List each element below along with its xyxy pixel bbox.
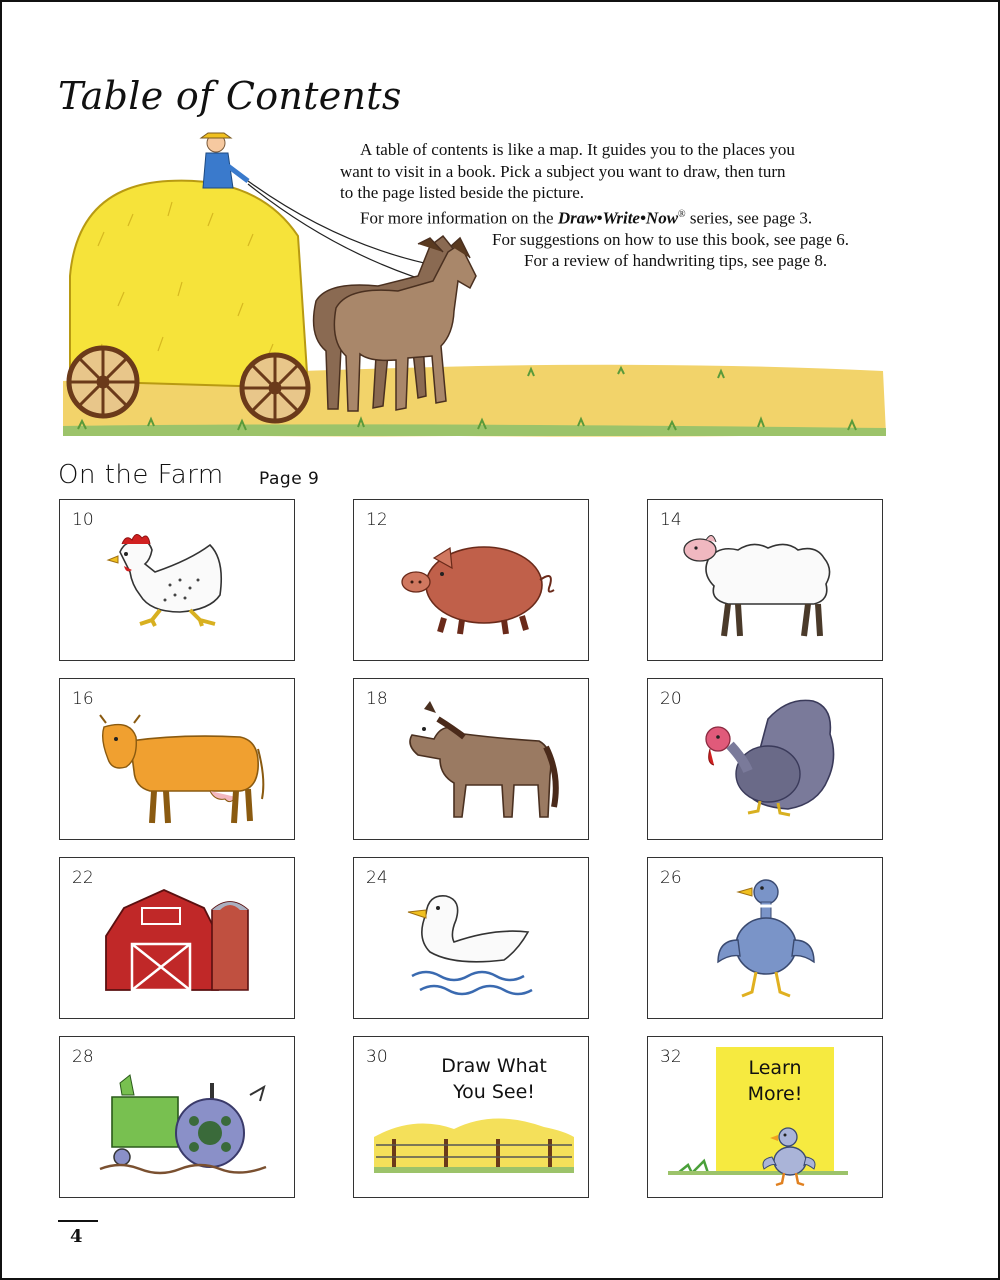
contents-grid (59, 499, 883, 1199)
card-page-number: 22 (72, 868, 94, 888)
duck-icon (354, 858, 590, 1020)
caption-line: Learn (748, 1057, 802, 1079)
fence-hills-icon (354, 1037, 590, 1199)
intro-line-series (330, 204, 900, 229)
tractor-icon (60, 1037, 296, 1199)
turkey-icon (648, 679, 884, 841)
contents-card-tractor[interactable] (59, 1036, 295, 1198)
page-title: Table of Contents (58, 74, 402, 118)
section-page-label: Page 9 (259, 469, 320, 489)
card-page-number: 26 (660, 868, 682, 888)
registered-mark: ® (678, 208, 686, 220)
cow-icon (60, 679, 296, 841)
contents-card-learn-more[interactable] (647, 1036, 883, 1198)
contents-card-goose[interactable] (647, 857, 883, 1019)
footer-rule (58, 1220, 98, 1222)
intro-line: A table of contents is like a map. It guides you to the places you (360, 140, 795, 159)
contents-card-horse[interactable] (353, 678, 589, 840)
card-page-number: 16 (72, 689, 94, 709)
intro-series-post: series, see page 3. (685, 208, 813, 228)
card-caption (718, 1055, 832, 1107)
card-page-number: 14 (660, 510, 682, 530)
contents-card-hen[interactable] (59, 499, 295, 661)
card-page-number: 24 (366, 868, 388, 888)
caption-line: Draw What (441, 1055, 547, 1077)
caption-line: You See! (453, 1081, 535, 1103)
pig-icon (354, 500, 590, 662)
section-title: On the Farm (58, 460, 224, 490)
series-name: Draw•Write•Now (557, 208, 679, 228)
horse-icon (354, 679, 590, 841)
goose-icon (648, 858, 884, 1020)
sheep-icon (648, 500, 884, 662)
barn-icon (60, 858, 296, 1020)
page-number: 4 (70, 1226, 83, 1247)
hen-icon (60, 500, 296, 662)
contents-card-barn[interactable] (59, 857, 295, 1019)
contents-card-sheep[interactable] (647, 499, 883, 661)
contents-card-pig[interactable] (353, 499, 589, 661)
intro-text (330, 139, 900, 272)
intro-line: want to visit in a book. Pick a subject you want to draw, then turn (340, 161, 786, 181)
intro-series-pre: For more information on the (360, 208, 558, 228)
card-page-number: 28 (72, 1047, 94, 1067)
contents-card-draw-what-you-see[interactable] (353, 1036, 589, 1198)
contents-card-turkey[interactable] (647, 678, 883, 840)
contents-card-cow[interactable] (59, 678, 295, 840)
card-page-number: 20 (660, 689, 682, 709)
intro-line: For suggestions on how to use this book, see page 6. (492, 229, 849, 249)
card-page-number: 30 (366, 1047, 388, 1067)
card-page-number: 10 (72, 510, 94, 530)
contents-card-duck[interactable] (353, 857, 589, 1019)
intro-line: For a review of handwriting tips, see page 8. (524, 251, 828, 271)
intro-line: to the page listed beside the picture. (340, 183, 585, 202)
card-page-number: 18 (366, 689, 388, 709)
card-page-number: 12 (366, 510, 388, 530)
card-page-number: 32 (660, 1047, 682, 1067)
caption-line: More! (747, 1083, 803, 1105)
